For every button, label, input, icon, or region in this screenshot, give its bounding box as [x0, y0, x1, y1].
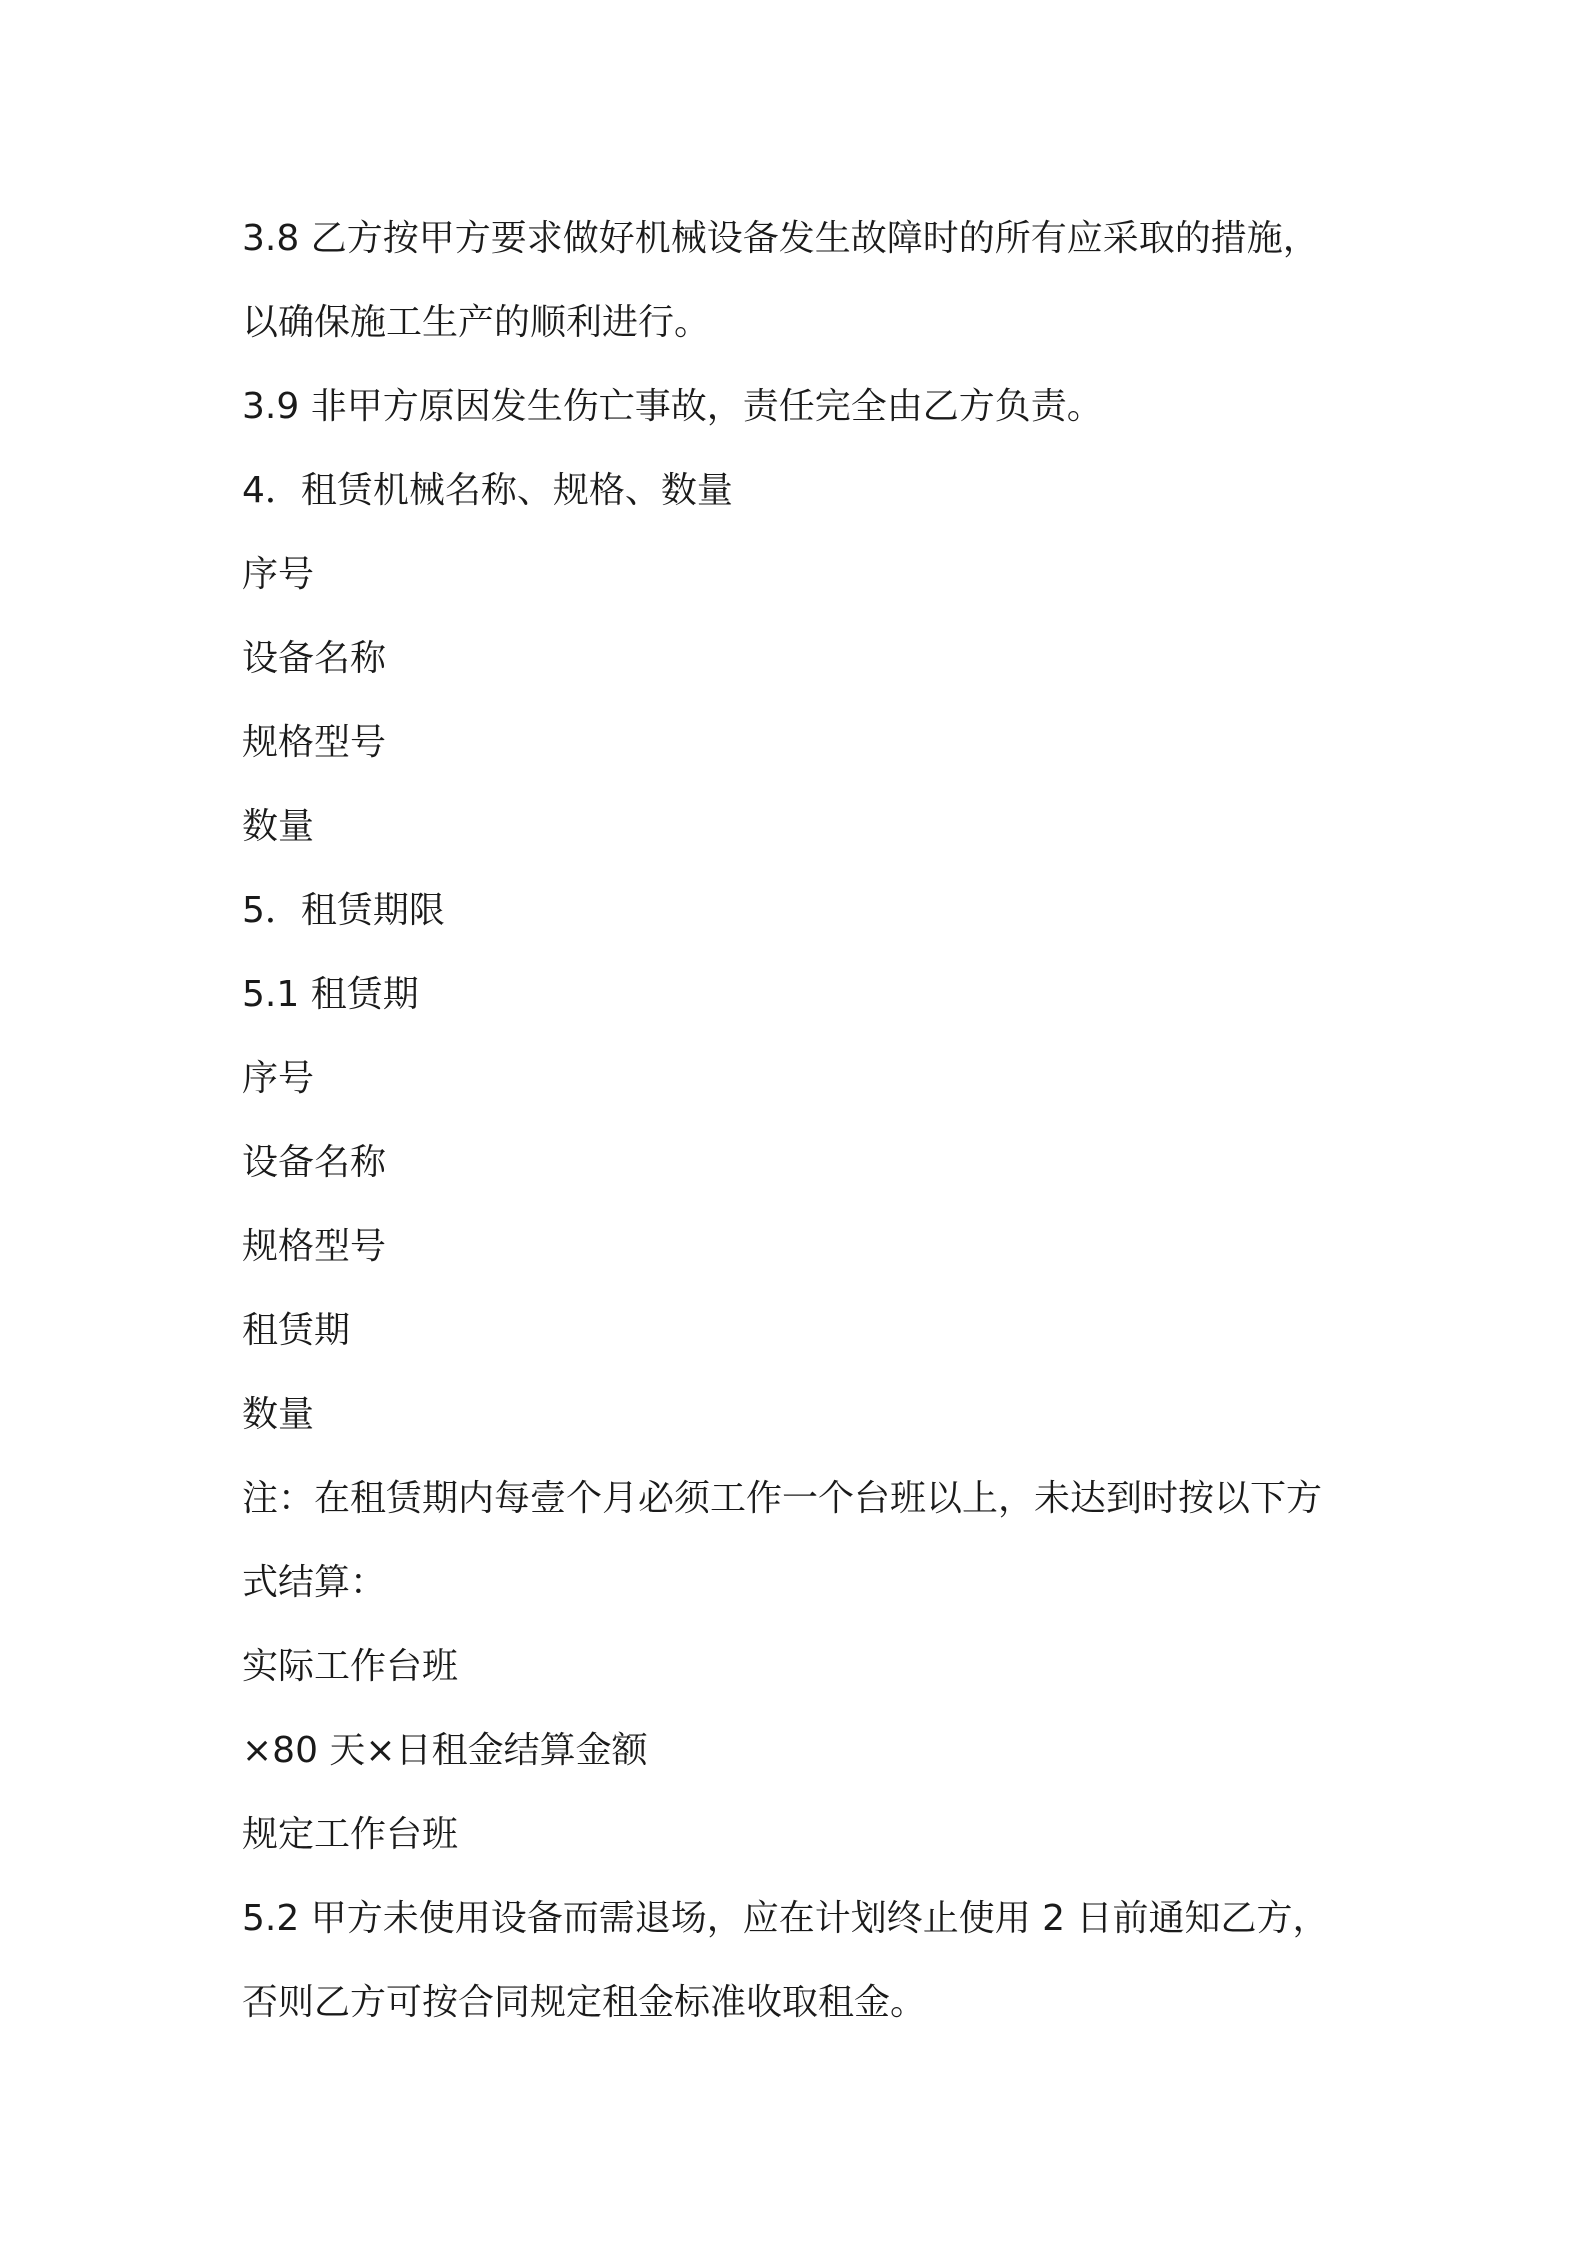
table-1-header-spec-model: 规格型号: [242, 722, 387, 763]
formula-denominator: 规定工作台班: [242, 1814, 459, 1855]
document-body: [242, 197, 1362, 2045]
clause-5-2-line-1: 5.2 甲方未使用设备而需退场，应在计划终止使用 2 日前通知乙方，: [242, 1898, 1329, 1939]
table-2-header-lease-period: 租赁期: [242, 1310, 351, 1351]
clause-5-2-line-2: 否则乙方可按合同规定租金标准收取租金。: [242, 1982, 927, 2023]
table-2-header-quantity: 数量: [242, 1394, 315, 1435]
formula-multiplier: ×80 天×日租金结算金额: [242, 1730, 648, 1771]
clause-5-1-heading: 5.1 租赁期: [242, 974, 419, 1015]
table-2-header-equipment-name: 设备名称: [242, 1142, 387, 1183]
table-1-header-index: 序号: [242, 554, 315, 595]
table-1-header-quantity: 数量: [242, 806, 315, 847]
table-2-header-index: 序号: [242, 1058, 315, 1099]
section-5-heading: 5．租赁期限: [242, 890, 445, 931]
table-1-header-equipment-name: 设备名称: [242, 638, 387, 679]
formula-numerator: 实际工作台班: [242, 1646, 459, 1687]
clause-3-9: 3.9 非甲方原因发生伤亡事故，责任完全由乙方负责。: [242, 386, 1103, 427]
clause-3-8-line-1: 3.8 乙方按甲方要求做好机械设备发生故障时的所有应采取的措施，: [242, 218, 1319, 259]
note-line-1: 注：在租赁期内每壹个月必须工作一个台班以上，未达到时按以下方: [242, 1478, 1323, 1519]
section-4-heading: 4．租赁机械名称、规格、数量: [242, 470, 733, 511]
table-2-header-spec-model: 规格型号: [242, 1226, 387, 1267]
clause-3-8-line-2: 以确保施工生产的顺利进行。: [242, 302, 711, 343]
note-line-2: 式结算：: [242, 1562, 387, 1603]
